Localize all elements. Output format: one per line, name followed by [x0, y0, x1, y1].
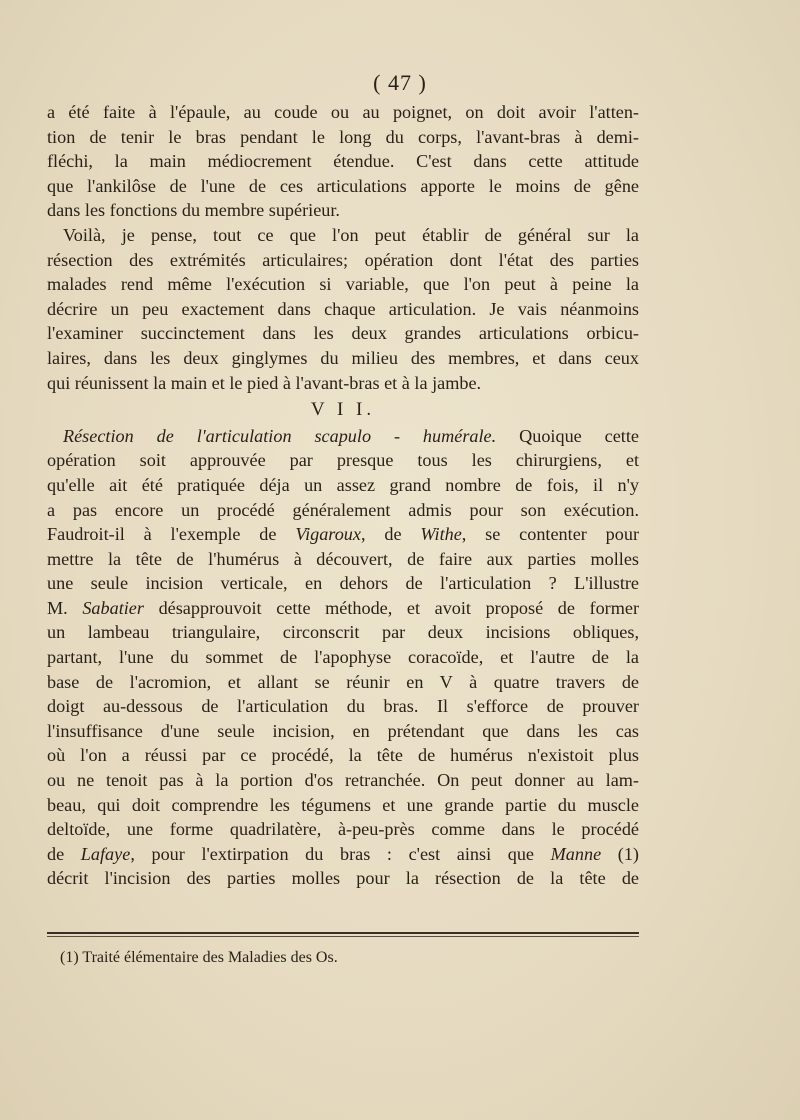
- text-line: décrit l'incision des parties molles pour la résection de la tête de: [47, 868, 639, 889]
- text-span: Faudroit-il à l'exemple de: [47, 524, 296, 545]
- rule-thin: [47, 936, 639, 937]
- text-line: malades rend même l'exécution si variable, que l'on peut à peine la: [47, 274, 639, 295]
- text-line: a été faite à l'épaule, au coude ou au poignet, on doit avoir l'atten-: [47, 102, 639, 122]
- text-line: où l'on a réussi par ce procédé, la tête de humérus n'existoit plus: [47, 745, 639, 766]
- section-title: V I I.: [310, 399, 376, 421]
- text-line: a pas encore un procédé généralement admis pour son exécution.: [47, 499, 639, 520]
- text-span: désapprouvoit cette méthode, et avoit proposé de former: [143, 597, 640, 618]
- text-line: une seule incision verticale, en dehors de l'articulation ? L'illustre: [47, 573, 639, 594]
- text-line: décrire un peu exactement dans chaque articulation. Je vais néanmoins: [47, 298, 639, 319]
- text-line: [47, 842, 639, 867]
- text-line: fléchi, la main médiocrement étendue. C'est dans cette attitude: [47, 151, 639, 172]
- text-line: un lambeau triangulaire, circonscrit par deux incisions obliques,: [47, 622, 639, 643]
- text-line: l'examiner succinctement dans les deux grandes articulations orbicu-: [47, 323, 639, 344]
- text-line: qu'elle ait été pratiquée déja un assez grand nombre de fois, il n'y: [47, 474, 639, 495]
- body-text: [47, 100, 639, 891]
- rule-thick: [47, 932, 639, 934]
- text-line: base de l'acromion, et allant se réunir en V à quatre travers de: [47, 671, 639, 692]
- footnote-rule: [47, 932, 639, 937]
- footnote: (1) Traité élémentaire des Maladies des Os.: [60, 949, 338, 966]
- text-line: partant, l'une du sommet de l'apophyse coracoïde, et l'autre de la: [47, 647, 639, 668]
- text-line: [47, 596, 639, 621]
- text-line: [47, 424, 639, 449]
- author-name: Sabatier: [82, 597, 144, 618]
- footnote-marker: (1): [601, 843, 639, 864]
- text-line: l'insuffisance d'une seule incision, en prétendant que dans les cas: [47, 720, 639, 741]
- text-line: dans les fonctions du membre supérieur.: [47, 200, 340, 221]
- text-line: laires, dans les deux ginglymes du milieu des membres, et dans ceux: [47, 347, 639, 368]
- paragraph-3: [47, 424, 639, 891]
- text-line: doigt au-dessous de l'articulation du bras. Il s'efforce de prouver: [47, 696, 639, 717]
- text-line: que l'ankilôse de l'une de ces articulations apporte le moins de gêne: [47, 175, 639, 196]
- text-line: résection des extrémités articulaires; opération dont l'état des parties: [47, 249, 639, 270]
- paragraph-2: [47, 223, 639, 395]
- text-line: deltoïde, une forme quadrilatère, à-peu-près comme dans le procédé: [47, 819, 639, 840]
- text-span: , pour l'extirpation du bras : c'est ainsi que: [130, 843, 551, 864]
- text-line: [47, 522, 639, 547]
- text-line: opération soit approuvée par presque tous les chirurgiens, et: [47, 450, 639, 471]
- author-name: Withe: [420, 524, 462, 545]
- text-span: Quoique cette: [496, 425, 639, 446]
- text-line: tion de tenir le bras pendant le long du corps, l'avant-bras à demi-: [47, 126, 639, 147]
- author-name: Manne: [550, 843, 602, 864]
- text-line: qui réunissent la main et le pied à l'avant-bras et à la jambe.: [47, 372, 482, 393]
- section-heading-italic: Résection de l'articulation scapulo - humérale.: [63, 425, 497, 446]
- author-name: Lafaye: [80, 843, 131, 864]
- author-name: Vigaroux: [295, 524, 361, 545]
- text-line: mettre la tête de l'humérus à découvert, de faire aux parties molles: [47, 548, 639, 569]
- text-span: de: [47, 843, 81, 864]
- paragraph-1: [47, 100, 639, 223]
- page-number: ( 47 ): [373, 70, 427, 95]
- text-line: ou ne tenoit pas à la portion d'os retranchée. On peut donner au lam-: [47, 770, 639, 791]
- text-span: , de: [360, 524, 421, 545]
- text-span: , se contenter pour: [461, 524, 639, 545]
- text-line: Voilà, je pense, tout ce que l'on peut établir de général sur la: [63, 224, 639, 245]
- text-span: M.: [47, 597, 83, 618]
- text-line: beau, qui doit comprendre les tégumens et une grande partie du muscle: [47, 794, 639, 815]
